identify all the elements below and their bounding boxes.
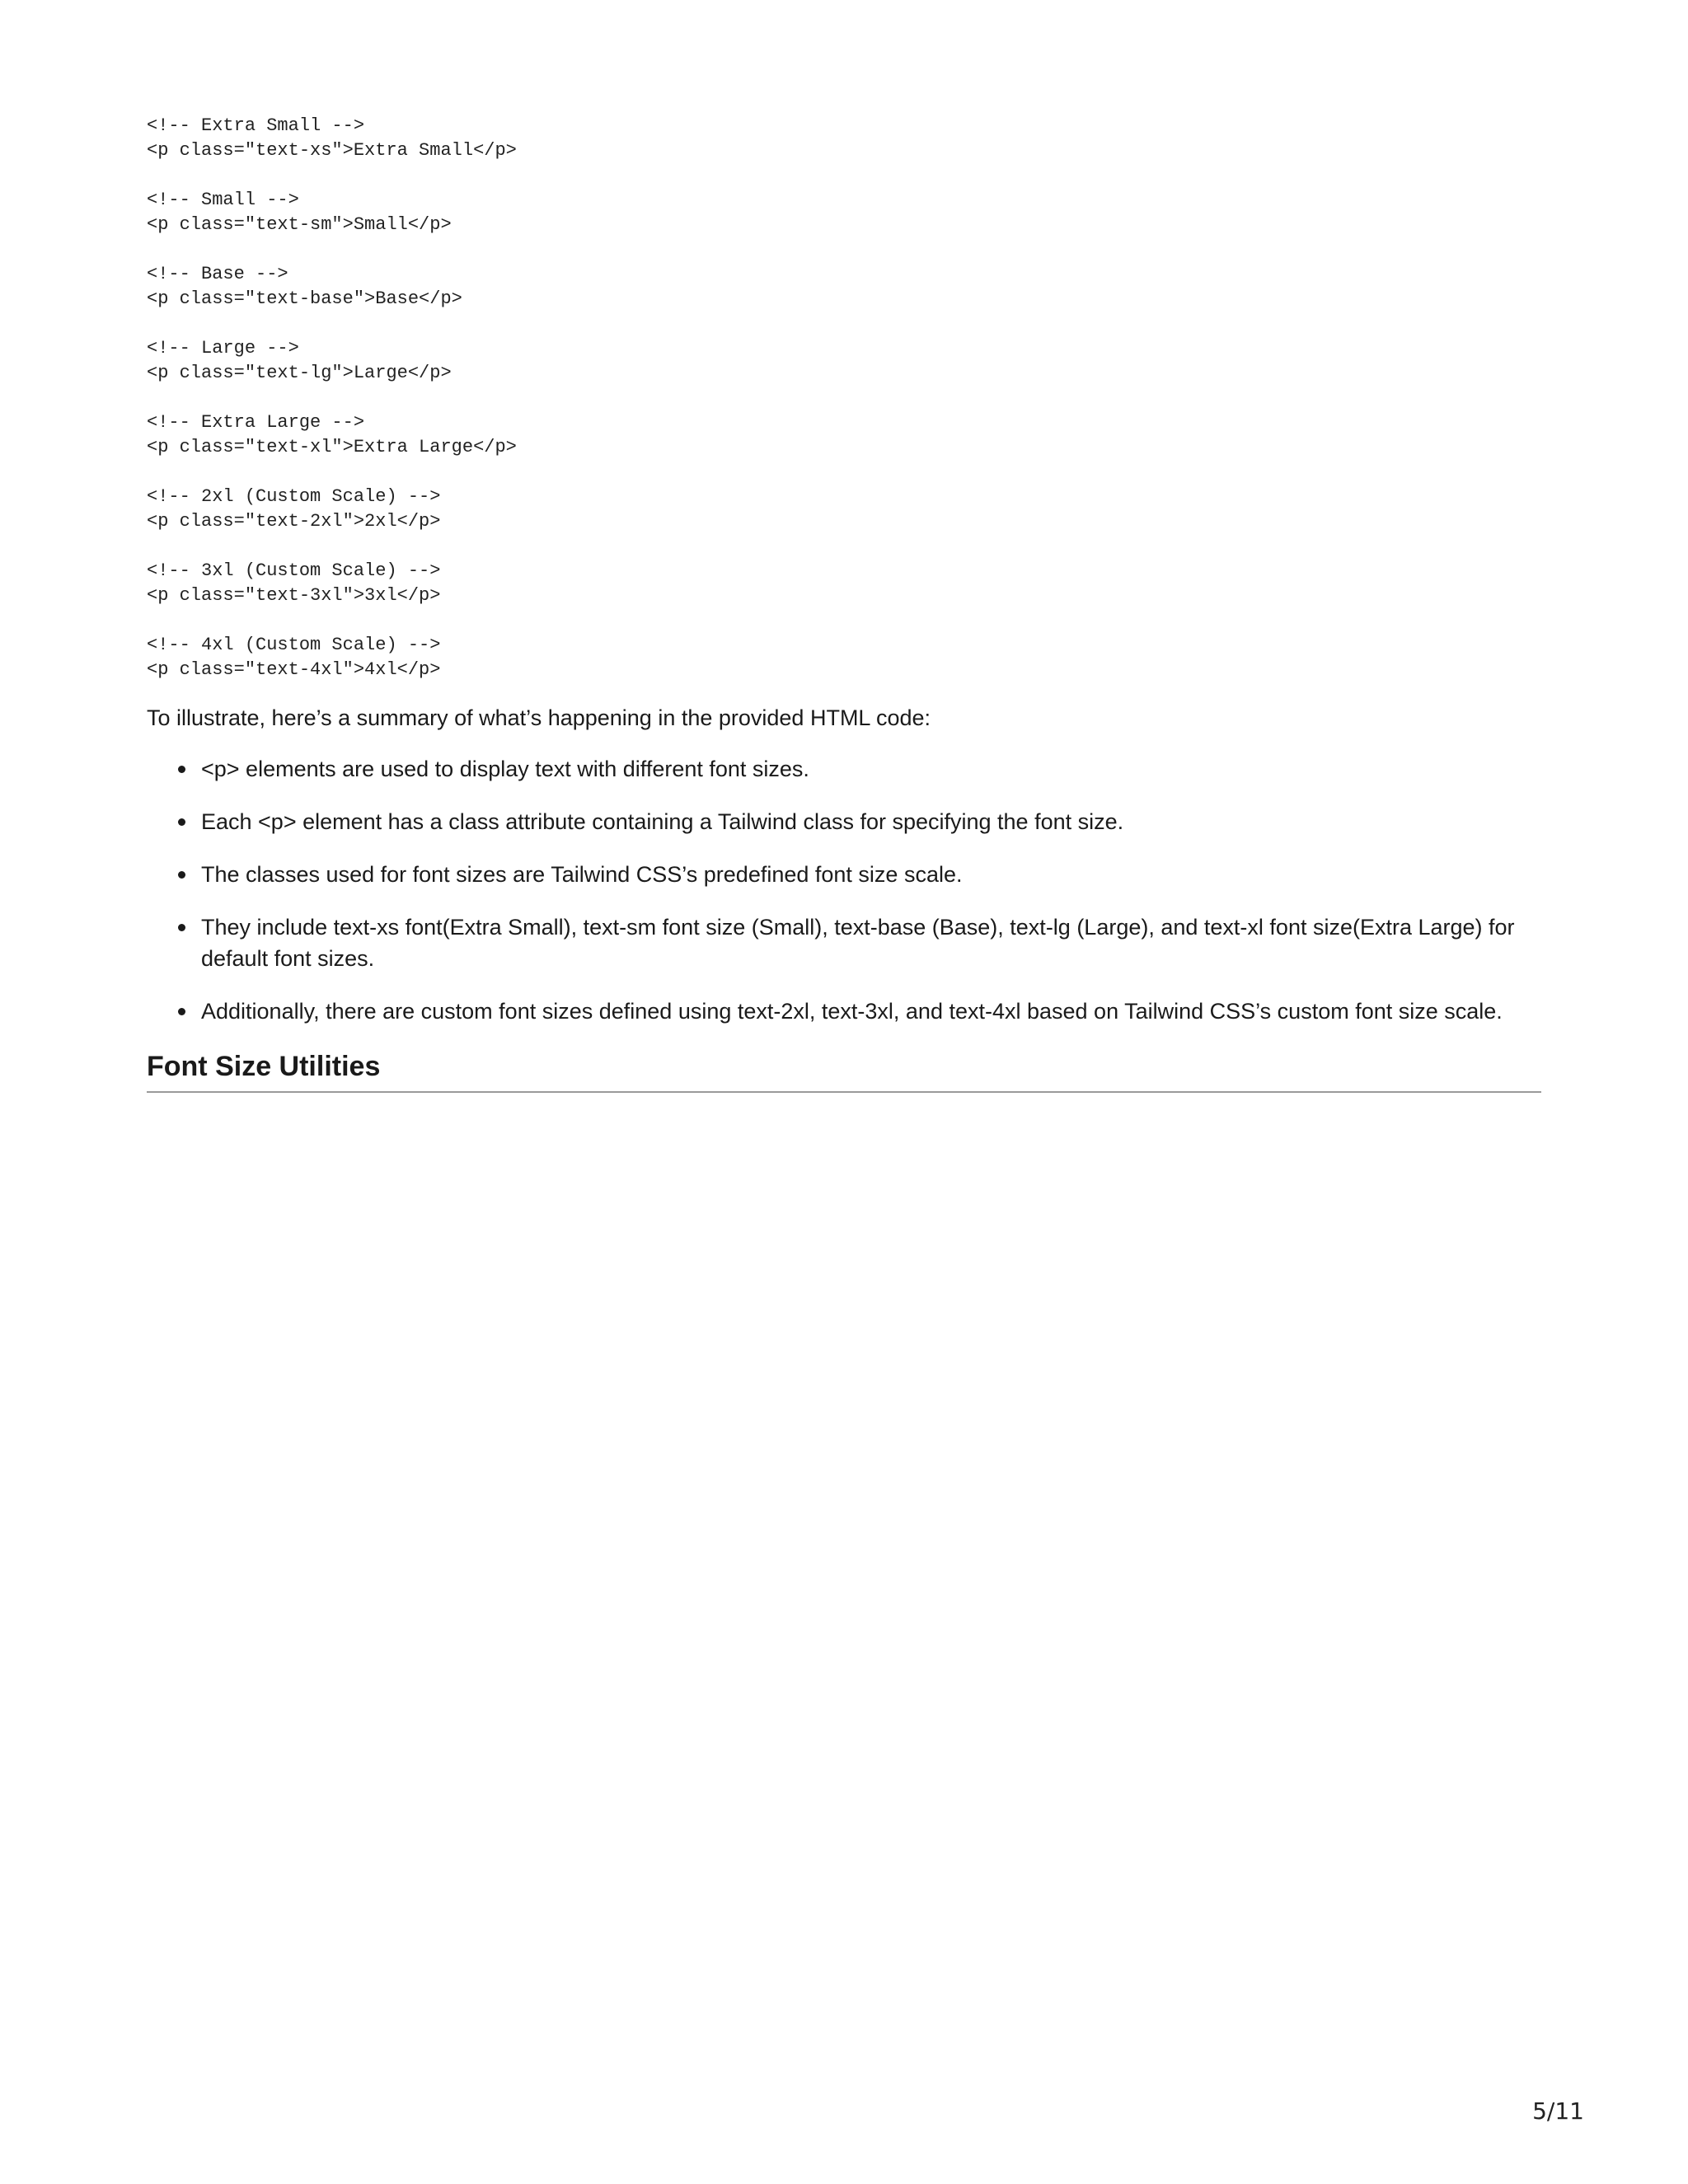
- bullet-icon: [178, 766, 185, 773]
- bullet-text: The classes used for font sizes are Tailwind CSS’s predefined font size scale.: [201, 862, 963, 887]
- bullet-text: They include text-xs font(Extra Small), text-sm font size (Small), text-base (Base), text-lg (Large), and text-xl font size(Extra Large) for default font sizes.: [201, 915, 1515, 971]
- code-group: [147, 633, 1541, 682]
- code-group: [147, 559, 1541, 608]
- code-line: <p class="text-base">Base</p>: [147, 288, 462, 309]
- code-group: [147, 336, 1541, 386]
- code-group: [147, 410, 1541, 460]
- code-group: [147, 114, 1541, 163]
- list-item: [147, 806, 1541, 837]
- list-item: [147, 912, 1541, 974]
- page-number: 5/11: [1532, 2097, 1584, 2125]
- list-item: [147, 996, 1541, 1027]
- code-comment: <!-- 2xl (Custom Scale) -->: [147, 486, 441, 507]
- code-comment: <!-- Extra Small -->: [147, 115, 365, 136]
- code-line: <p class="text-4xl">4xl</p>: [147, 659, 441, 680]
- code-group: [147, 485, 1541, 534]
- code-line: <p class="text-sm">Small</p>: [147, 214, 452, 235]
- bullet-icon: [178, 1008, 185, 1015]
- code-comment: <!-- 3xl (Custom Scale) -->: [147, 560, 441, 581]
- code-group: [147, 188, 1541, 237]
- code-comment: <!-- Large -->: [147, 338, 299, 359]
- code-line: <p class="text-3xl">3xl</p>: [147, 585, 441, 606]
- document-page: [147, 114, 1541, 1093]
- code-comment: <!-- Base -->: [147, 264, 288, 284]
- code-line: <p class="text-xs">Extra Small</p>: [147, 140, 517, 161]
- list-item: [147, 753, 1541, 785]
- code-comment: <!-- Extra Large -->: [147, 412, 365, 433]
- code-line: <p class="text-2xl">2xl</p>: [147, 511, 441, 532]
- code-block: [147, 114, 1541, 682]
- bullet-icon: [178, 871, 185, 879]
- bullet-text: Additionally, there are custom font sizes defined using text-2xl, text-3xl, and text-4xl based on Tailwind CSS’s custom font size scale.: [201, 999, 1503, 1024]
- code-line: <p class="text-lg">Large</p>: [147, 363, 452, 383]
- code-group: [147, 262, 1541, 312]
- summary-intro: To illustrate, here’s a summary of what’s happening in the provided HTML code:: [147, 705, 931, 730]
- section-heading: Font Size Utilities: [147, 1048, 1541, 1093]
- bullet-text: Each <p> element has a class attribute containing a Tailwind class for specifying the font size.: [201, 809, 1124, 834]
- summary-bullet-list: [147, 753, 1541, 1027]
- list-item: [147, 859, 1541, 890]
- code-comment: <!-- Small -->: [147, 190, 299, 210]
- bullet-icon: [178, 924, 185, 931]
- code-comment: <!-- 4xl (Custom Scale) -->: [147, 635, 441, 655]
- code-line: <p class="text-xl">Extra Large</p>: [147, 437, 517, 457]
- bullet-text: <p> elements are used to display text with different font sizes.: [201, 757, 809, 781]
- bullet-icon: [178, 818, 185, 826]
